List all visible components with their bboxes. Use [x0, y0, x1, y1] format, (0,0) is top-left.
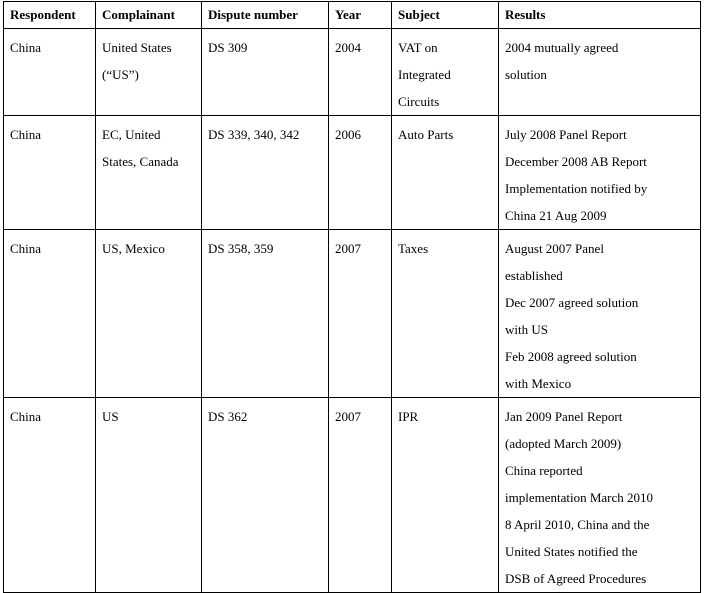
disputes-table [3, 1, 701, 593]
cell-line: solution [505, 67, 547, 82]
header-respondent: Respondent [4, 2, 96, 29]
cell-line: Jan 2009 Panel Report [505, 409, 623, 424]
cell-dispute-number: DS 362 [202, 398, 329, 593]
cell-results [499, 29, 701, 116]
table-row [4, 29, 701, 116]
cell-line: EC, United [102, 127, 161, 142]
cell-subject [392, 230, 499, 398]
cell-respondent: China [4, 230, 96, 398]
cell-line: Circuits [398, 94, 440, 109]
header-results: Results [499, 2, 701, 29]
header-dispute-number: Dispute number [202, 2, 329, 29]
cell-dispute-number: DS 339, 340, 342 [202, 116, 329, 230]
cell-line: Implementation notified by [505, 181, 648, 196]
cell-respondent: China [4, 398, 96, 593]
cell-line: 2004 mutually agreed [505, 40, 619, 55]
cell-line: Integrated [398, 67, 451, 82]
table-row [4, 116, 701, 230]
cell-complainant [96, 116, 202, 230]
cell-year: 2007 [329, 398, 392, 593]
cell-line: IPR [398, 409, 419, 424]
cell-dispute-number: DS 309 [202, 29, 329, 116]
cell-subject [392, 29, 499, 116]
cell-subject [392, 398, 499, 593]
cell-line: DSB of Agreed Procedures [505, 571, 647, 586]
cell-results [499, 116, 701, 230]
cell-line: United States [102, 40, 172, 55]
cell-results [499, 398, 701, 593]
cell-results [499, 230, 701, 398]
cell-line: US [102, 409, 119, 424]
cell-respondent: China [4, 29, 96, 116]
cell-complainant [96, 29, 202, 116]
cell-year: 2006 [329, 116, 392, 230]
header-row [4, 2, 701, 29]
cell-line: VAT on [398, 40, 438, 55]
cell-line: August 2007 Panel [505, 241, 604, 256]
cell-line: Taxes [398, 241, 429, 256]
cell-line: (“US”) [102, 67, 139, 82]
cell-complainant [96, 398, 202, 593]
cell-dispute-number: DS 358, 359 [202, 230, 329, 398]
table-row [4, 398, 701, 593]
cell-line: China 21 Aug 2009 [505, 208, 607, 223]
cell-line: Dec 2007 agreed solution [505, 295, 639, 310]
cell-subject [392, 116, 499, 230]
header-subject: Subject [392, 2, 499, 29]
header-complainant: Complainant [96, 2, 202, 29]
cell-line: (adopted March 2009) [505, 436, 622, 451]
cell-complainant [96, 230, 202, 398]
cell-line: 8 April 2010, China and the [505, 517, 650, 532]
cell-line: with US [505, 322, 548, 337]
header-year: Year [329, 2, 392, 29]
cell-line: with Mexico [505, 376, 572, 391]
cell-year: 2007 [329, 230, 392, 398]
cell-line: July 2008 Panel Report [505, 127, 627, 142]
cell-year: 2004 [329, 29, 392, 116]
cell-line: China reported [505, 463, 583, 478]
cell-line: Feb 2008 agreed solution [505, 349, 637, 364]
cell-line: United States notified the [505, 544, 638, 559]
cell-line: implementation March 2010 [505, 490, 654, 505]
table-row [4, 230, 701, 398]
cell-line: established [505, 268, 563, 283]
cell-line: December 2008 AB Report [505, 154, 647, 169]
cell-respondent: China [4, 116, 96, 230]
cell-line: Auto Parts [398, 127, 454, 142]
cell-line: US, Mexico [102, 241, 165, 256]
cell-line: States, Canada [102, 154, 179, 169]
